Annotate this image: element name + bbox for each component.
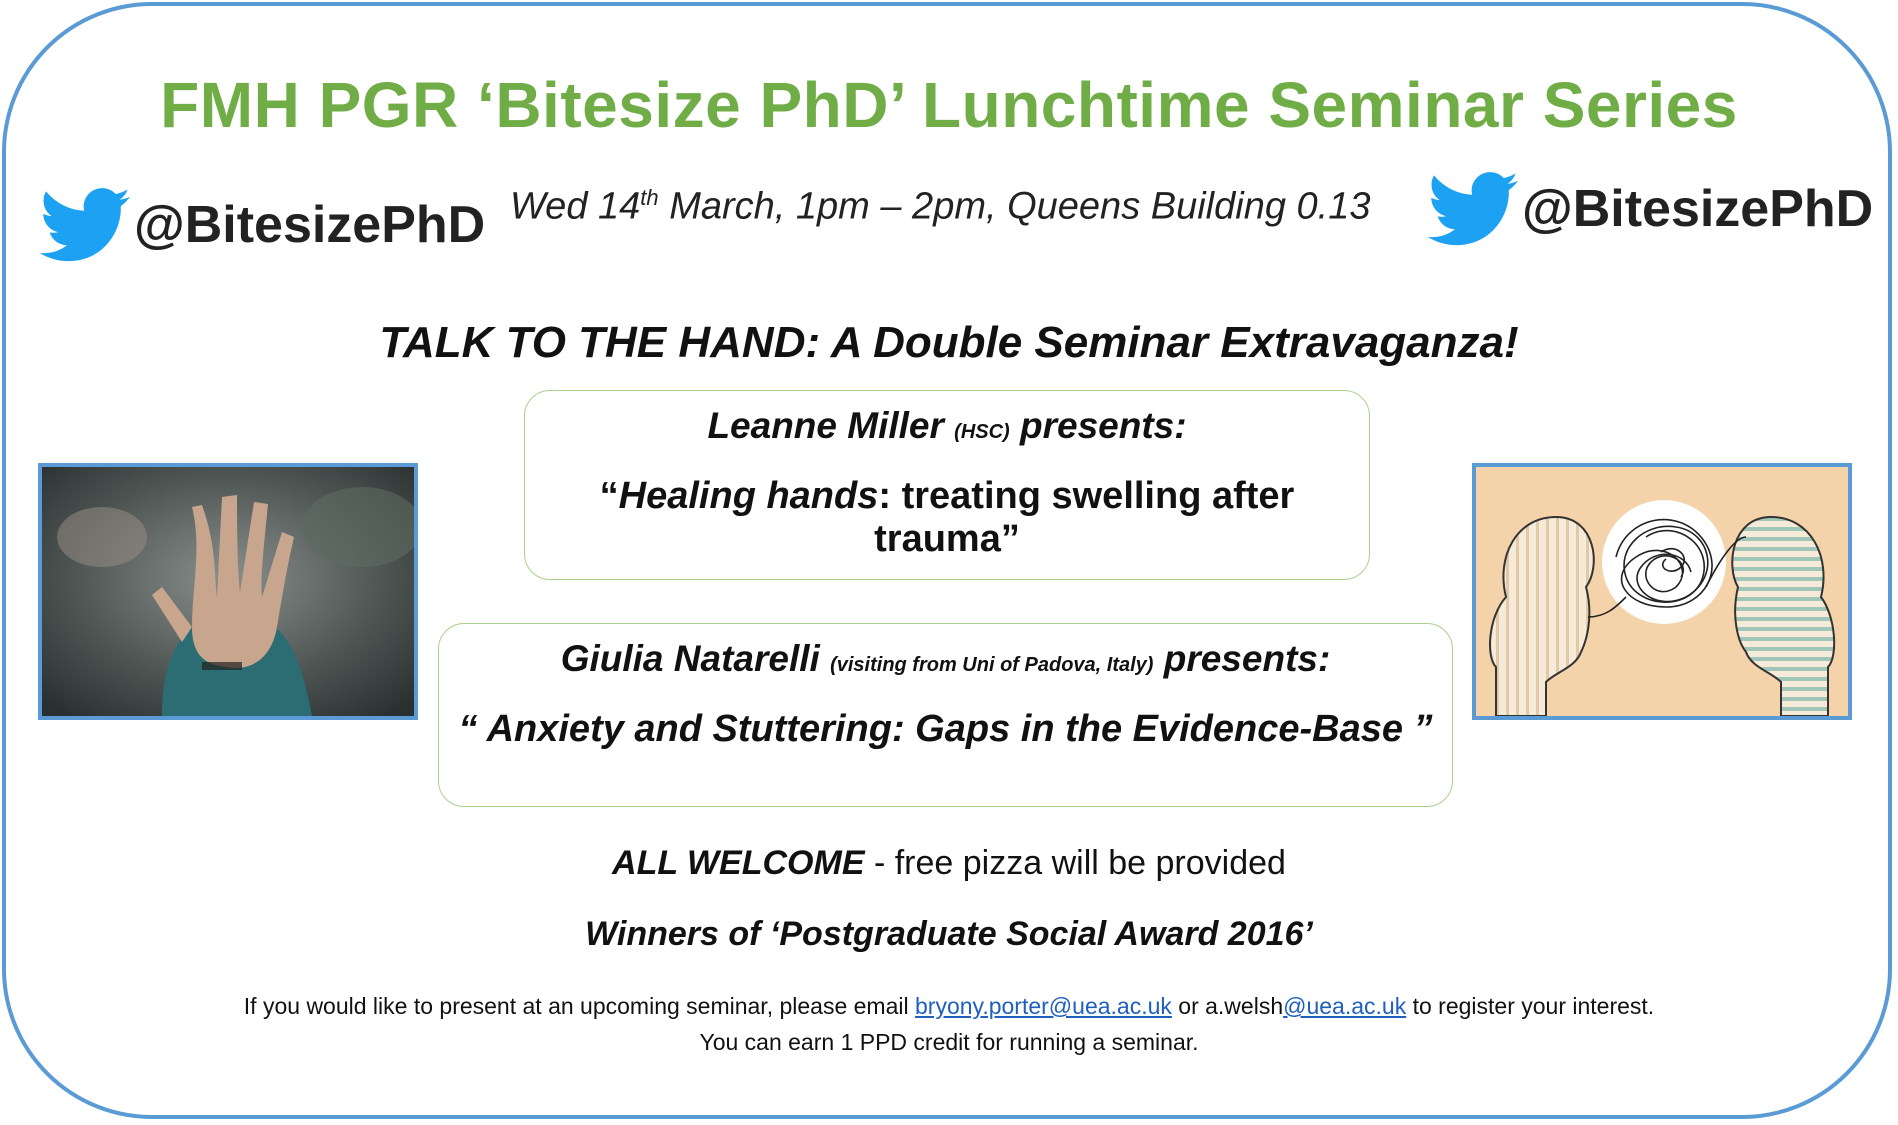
award-note: Winners of ‘Postgraduate Social Award 2016’: [585, 915, 1313, 953]
twitter-bird-icon: [1428, 172, 1518, 246]
raised-hand-illustration: [42, 467, 414, 716]
footer: [0, 988, 1898, 1060]
seminar-2-box: [438, 623, 1453, 807]
twitter-handle-left[interactable]: [40, 188, 485, 262]
event-details: Wed 14th March, 1pm – 2pm, Queens Building 0.13: [510, 185, 1371, 228]
raised-hand-photo: [38, 463, 418, 720]
twitter-handle-right[interactable]: [1428, 172, 1873, 246]
presenter-2: Giulia Natarelli (visiting from Uni of Padova, Italy) presents:: [560, 638, 1331, 679]
email-link-welsh[interactable]: @uea.ac.uk: [1283, 993, 1407, 1019]
presenter-1: Leanne Miller (HSC) presents:: [707, 405, 1187, 446]
email-link-bryony[interactable]: bryony.porter@uea.ac.uk: [915, 993, 1172, 1019]
welcome-note: ALL WELCOME - free pizza will be provided: [612, 844, 1286, 882]
twitter-handle-text: @BitesizePhD: [1522, 180, 1874, 238]
seminar-1-box: [524, 390, 1370, 580]
talk-2-title: “ Anxiety and Stuttering: Gaps in the Evidence-Base ”: [458, 708, 1433, 750]
two-heads-illustration: [1476, 467, 1848, 716]
twitter-bird-icon: [40, 188, 130, 262]
communication-illustration: [1472, 463, 1852, 720]
poster-title: FMH PGR ‘Bitesize PhD’ Lunchtime Seminar Series: [160, 69, 1738, 141]
footer-line-2: You can earn 1 PPD credit for running a seminar.: [699, 1029, 1199, 1055]
twitter-handle-text: @BitesizePhD: [134, 196, 486, 254]
footer-line-1: If you would like to present at an upcoming seminar, please email bryony.porter@uea.ac.uk or a.welsh@uea.ac.uk to register your interest.: [243, 993, 1655, 1019]
headline: TALK TO THE HAND: A Double Seminar Extravaganza!: [379, 318, 1519, 367]
talk-1-title: “Healing hands: treating swelling after trauma”: [599, 475, 1295, 560]
